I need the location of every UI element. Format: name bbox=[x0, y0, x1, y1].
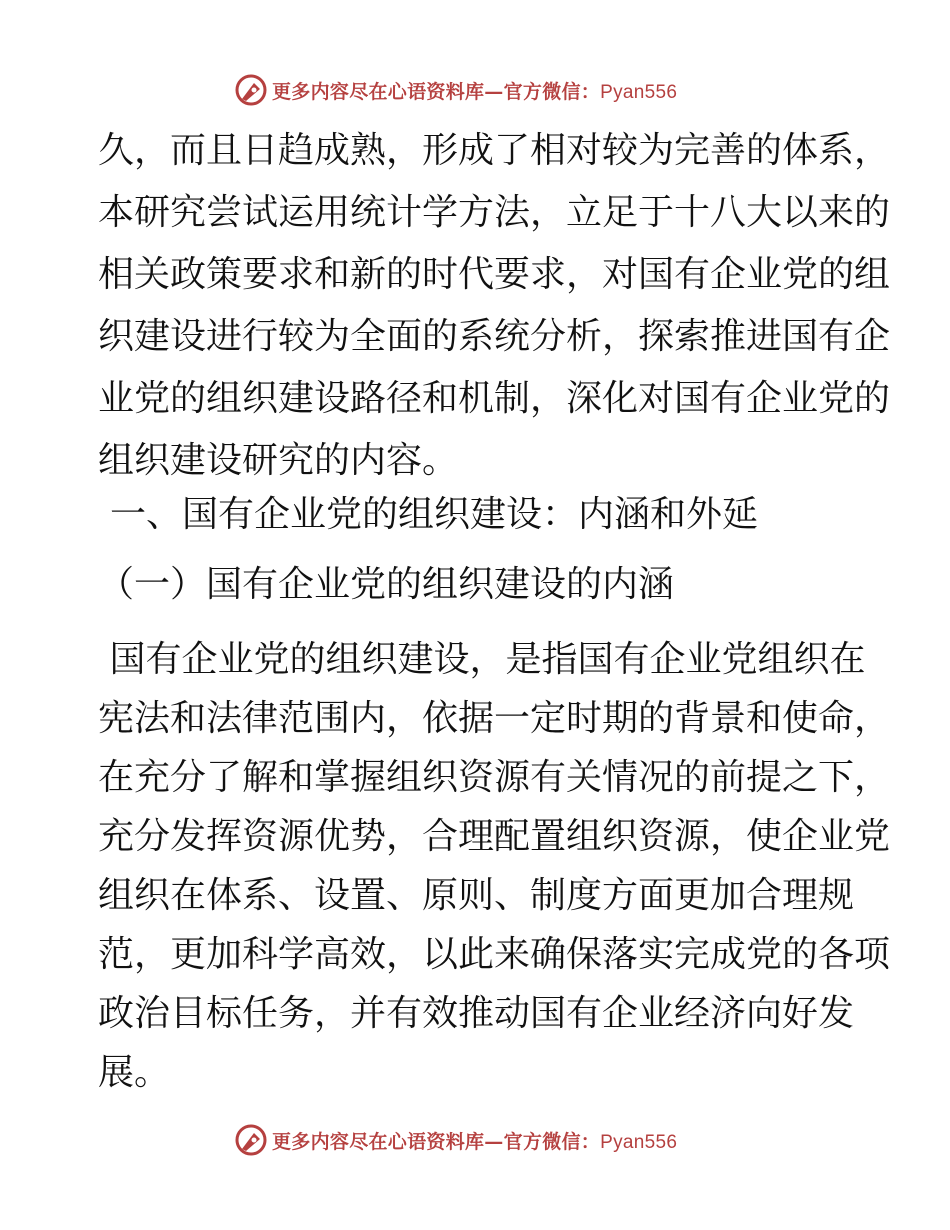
subsection-heading: （一）国有企业党的组织建设的内涵 bbox=[98, 564, 675, 605]
text-line: 相关政策要求和新的时代要求，对国有企业党的组 bbox=[98, 254, 891, 295]
text-line: 在充分了解和掌握组织资源有关情况的前提之下， bbox=[98, 757, 891, 798]
text-line: 范，更加科学高效，以此来确保落实完成党的各项 bbox=[98, 934, 891, 975]
text-line: 组织建设研究的内容。 bbox=[98, 440, 459, 481]
text-line: 组织在体系、设置、原则、制度方面更加合理规 bbox=[98, 875, 855, 916]
pen-nib-icon bbox=[234, 73, 268, 107]
text-line: 久，而且日趋成熟，形成了相对较为完善的体系， bbox=[98, 130, 891, 171]
text-line: 业党的组织建设路径和机制，深化对国有企业党的 bbox=[98, 378, 891, 419]
text-line: 本研究尝试运用统计学方法，立足于十八大以来的 bbox=[98, 192, 891, 233]
text-line: 展。 bbox=[98, 1052, 171, 1093]
text-line: 宪法和法律范围内，依据一定时期的背景和使命， bbox=[98, 698, 891, 739]
text-line: 充分发挥资源优势，合理配置组织资源，使企业党 bbox=[98, 816, 891, 857]
watermark-text: 更多内容尽在心语资料库—官方微信：Pyan556 bbox=[272, 1130, 678, 1153]
paragraph-2 bbox=[98, 630, 891, 1102]
text-line: 织建设进行较为全面的系统分析，探索推进国有企 bbox=[98, 316, 891, 357]
footer-watermark bbox=[234, 1122, 714, 1158]
text-line: 国有企业党的组织建设，是指国有企业党组织在 bbox=[98, 639, 866, 680]
wechat-id: Pyan556 bbox=[600, 1131, 678, 1153]
wechat-id: Pyan556 bbox=[600, 81, 678, 103]
section-heading: 一、国有企业党的组织建设：内涵和外延 bbox=[110, 494, 759, 535]
watermark-text: 更多内容尽在心语资料库—官方微信：Pyan556 bbox=[272, 80, 678, 103]
pen-nib-icon bbox=[234, 1123, 268, 1157]
text-line: 政治目标任务，并有效推动国有企业经济向好发 bbox=[98, 993, 855, 1034]
paragraph-1 bbox=[98, 120, 891, 492]
header-watermark bbox=[234, 72, 714, 108]
